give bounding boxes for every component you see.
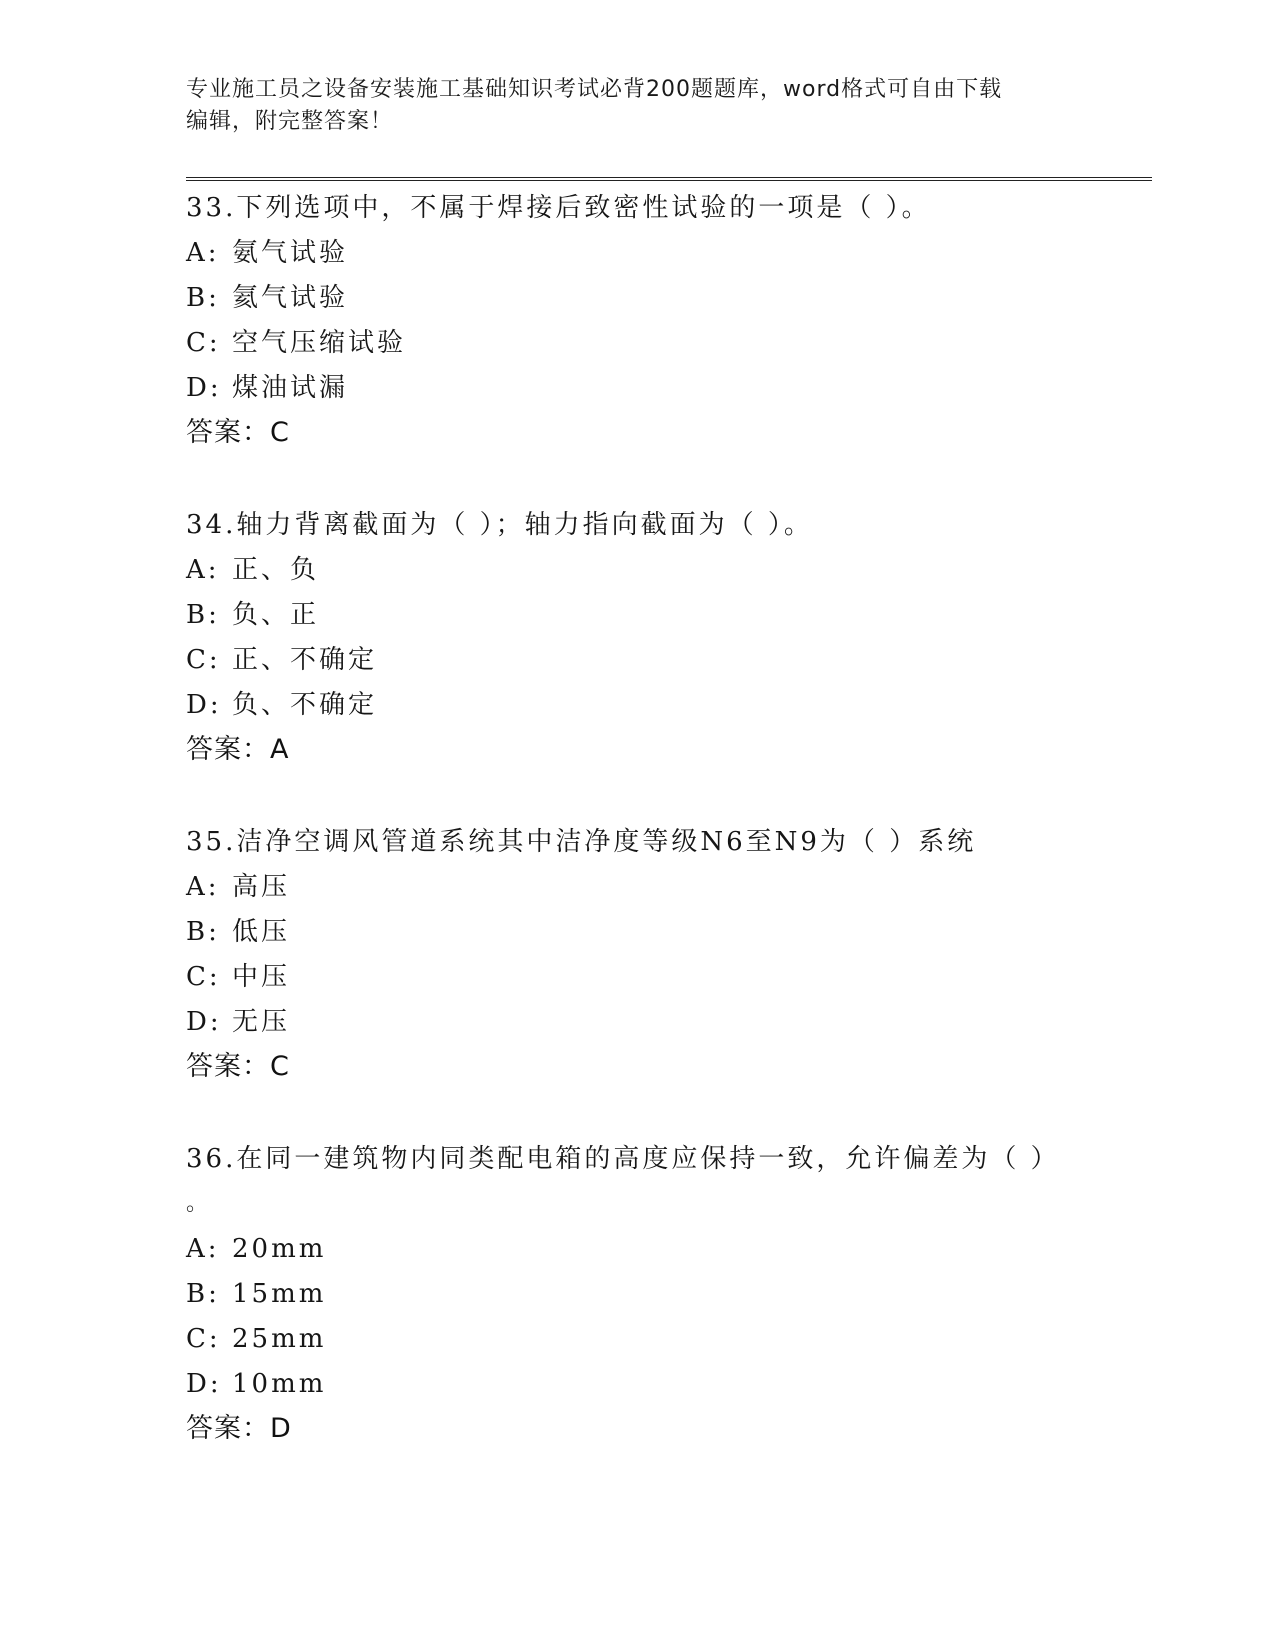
option-key: C: bbox=[186, 328, 221, 358]
option-b bbox=[186, 283, 1086, 328]
option-key: A: bbox=[186, 555, 220, 585]
question-stem: 35.洁净空调风管道系统其中洁净度等级N6至N9为（ ）系统 bbox=[186, 827, 977, 857]
option-text: 负、不确定 bbox=[232, 690, 378, 720]
option-c bbox=[186, 328, 1086, 373]
option-text: 15mm bbox=[232, 1279, 327, 1309]
option-key: D: bbox=[186, 1369, 222, 1399]
option-text: 10mm bbox=[232, 1369, 327, 1399]
option-key: D: bbox=[186, 1007, 222, 1037]
option-text: 中压 bbox=[232, 962, 291, 992]
question-36 bbox=[186, 1144, 1086, 1459]
option-a bbox=[186, 555, 1086, 600]
option-b bbox=[186, 917, 1086, 962]
option-c bbox=[186, 1324, 1086, 1369]
option-text: 氨气试验 bbox=[232, 238, 349, 268]
option-text: 负、正 bbox=[232, 600, 320, 630]
header-divider bbox=[186, 177, 1152, 181]
option-a bbox=[186, 238, 1086, 283]
option-key: C: bbox=[186, 962, 221, 992]
option-a bbox=[186, 1234, 1086, 1279]
header-line-2: 编辑，附完整答案！ bbox=[186, 109, 394, 134]
option-a bbox=[186, 872, 1086, 917]
option-d bbox=[186, 1369, 1086, 1414]
option-key: D: bbox=[186, 373, 222, 403]
option-text: 高压 bbox=[232, 872, 291, 902]
option-b bbox=[186, 600, 1086, 645]
header-line-1: 专业施工员之设备安装施工基础知识考试必背200题题库，word格式可自由下载 bbox=[186, 77, 1003, 102]
question-stem: 33.下列选项中，不属于焊接后致密性试验的一项是（ ）。 bbox=[186, 193, 931, 223]
option-text: 正、不确定 bbox=[232, 645, 378, 675]
option-text: 低压 bbox=[232, 917, 291, 947]
option-d bbox=[186, 373, 1086, 418]
option-d bbox=[186, 690, 1086, 735]
question-34 bbox=[186, 510, 1086, 780]
document-header bbox=[186, 74, 1086, 138]
option-key: C: bbox=[186, 1324, 221, 1354]
option-c bbox=[186, 962, 1086, 1007]
option-key: A: bbox=[186, 1234, 220, 1264]
option-text: 25mm bbox=[232, 1324, 327, 1354]
question-stem: 34.轴力背离截面为（ ）；轴力指向截面为（ ）。 bbox=[186, 510, 813, 540]
question-33 bbox=[186, 193, 1086, 463]
option-key: B: bbox=[186, 1279, 220, 1309]
option-c bbox=[186, 645, 1086, 690]
question-stem: 36.在同一建筑物内同类配电箱的高度应保持一致，允许偏差为（ ） bbox=[186, 1144, 1060, 1174]
question-stem-continued: 。 bbox=[186, 1191, 212, 1216]
answer: 答案：A bbox=[186, 734, 290, 765]
option-key: B: bbox=[186, 917, 220, 947]
answer: 答案：D bbox=[186, 1413, 292, 1444]
question-35 bbox=[186, 827, 1086, 1097]
answer: 答案：C bbox=[186, 417, 290, 448]
option-key: C: bbox=[186, 645, 221, 675]
option-key: B: bbox=[186, 283, 220, 313]
option-text: 煤油试漏 bbox=[232, 373, 349, 403]
option-key: B: bbox=[186, 600, 220, 630]
option-text: 无压 bbox=[232, 1007, 291, 1037]
answer: 答案：C bbox=[186, 1051, 290, 1082]
option-text: 20mm bbox=[232, 1234, 327, 1264]
option-d bbox=[186, 1007, 1086, 1052]
option-b bbox=[186, 1279, 1086, 1324]
option-text: 正、负 bbox=[232, 555, 320, 585]
option-key: A: bbox=[186, 872, 220, 902]
option-text: 空气压缩试验 bbox=[232, 328, 407, 358]
option-key: A: bbox=[186, 238, 220, 268]
option-text: 氦气试验 bbox=[232, 283, 349, 313]
option-key: D: bbox=[186, 690, 222, 720]
